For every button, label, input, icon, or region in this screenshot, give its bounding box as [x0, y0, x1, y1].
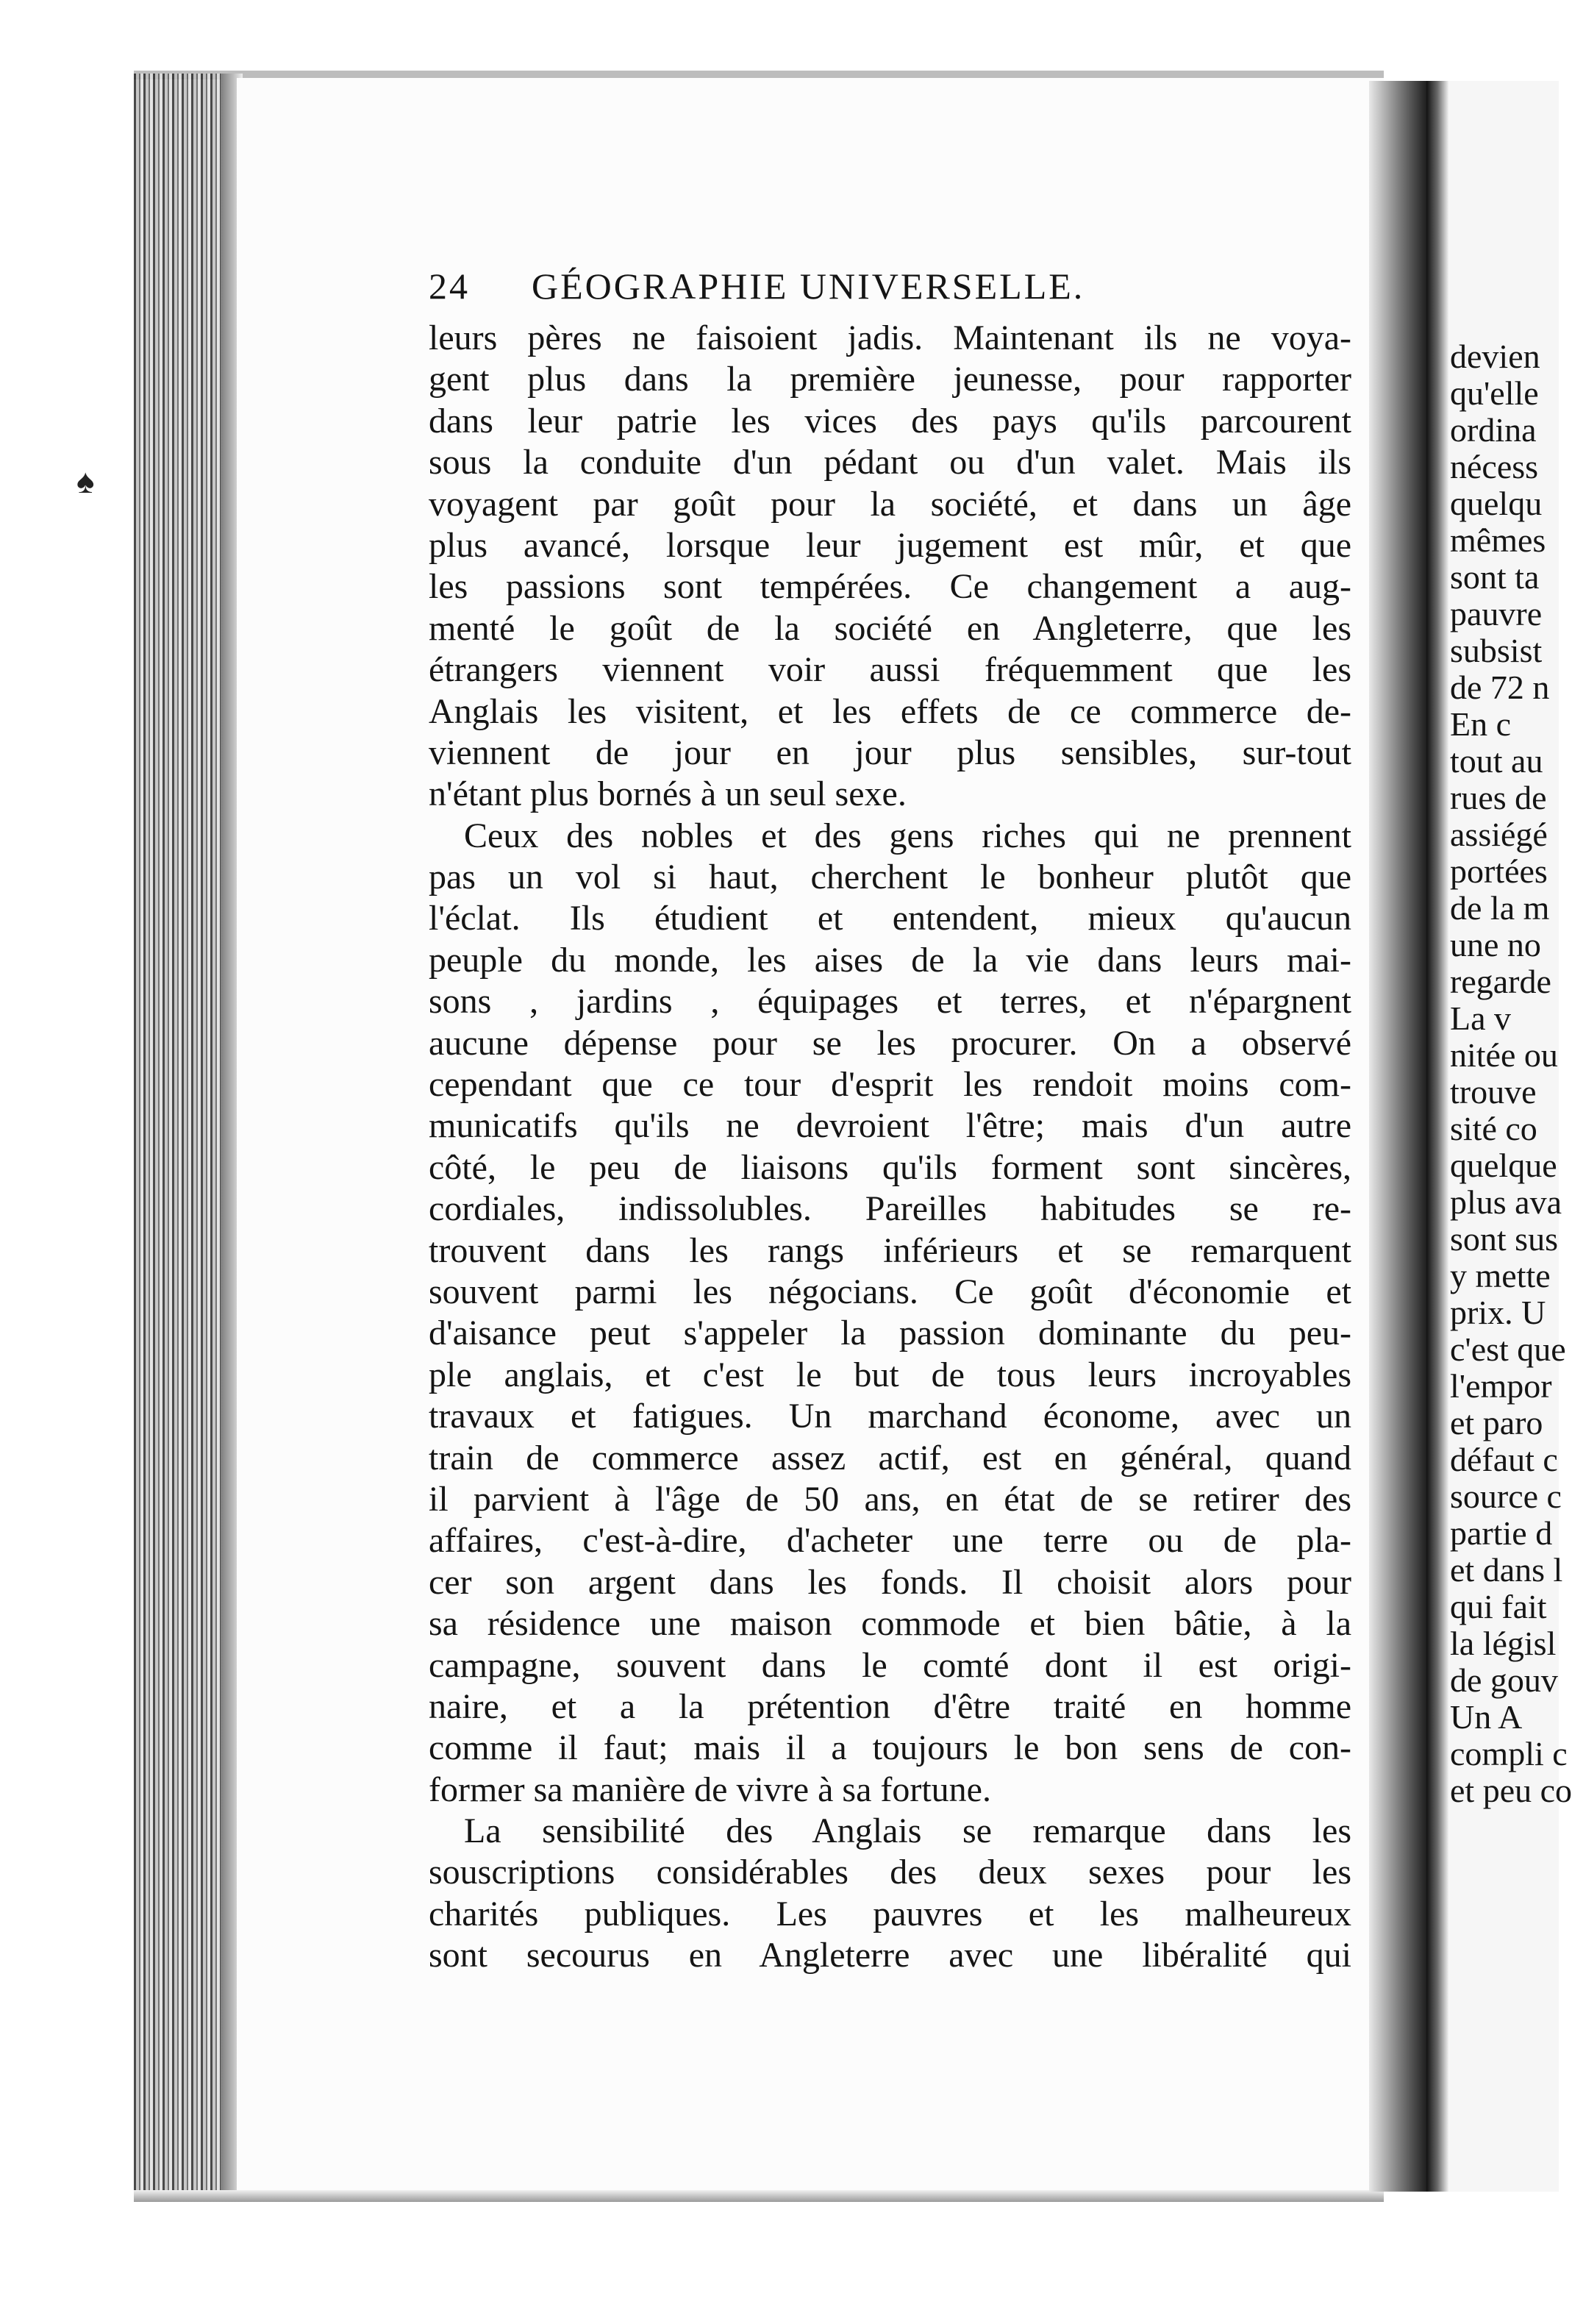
facing-page-line: Un A — [1450, 1698, 1523, 1736]
text-line: menté le goût de la société en Angleterre, que les — [429, 608, 1351, 648]
facing-page-line: sont sus — [1450, 1220, 1558, 1258]
facing-page-line: partie d — [1450, 1514, 1553, 1552]
facing-page-line: et dans l — [1450, 1551, 1563, 1589]
page-edge-stack — [134, 74, 229, 2199]
text-line: sa résidence une maison commode et bien bâtie, à la — [429, 1604, 1351, 1644]
text-line: train de commerce assez actif, est en général, quand — [429, 1438, 1351, 1478]
text-line: n'étant plus bornés à un seul sexe. — [429, 774, 907, 814]
facing-page-line: la législ — [1450, 1625, 1557, 1662]
text-line: côté, le peu de liaisons qu'ils forment sont sincères, — [429, 1147, 1351, 1187]
facing-page-line: trouve — [1450, 1073, 1537, 1111]
facing-page-line: pauvre — [1450, 595, 1543, 632]
facing-page-edge — [1426, 81, 1448, 2192]
facing-page-line: prix. U — [1450, 1294, 1546, 1331]
text-line: aucune dépense pour se les procurer. On a observé — [429, 1023, 1351, 1063]
facing-page-line: plus ava — [1450, 1183, 1562, 1221]
text-line: trouvent dans les rangs inférieurs et se remarquent — [429, 1230, 1351, 1270]
facing-page-line: qu'elle — [1450, 374, 1539, 412]
text-line: d'aisance peut s'appeler la passion dominante du peu- — [429, 1314, 1351, 1353]
text-line: charités publiques. Les pauvres et les malheureux — [429, 1894, 1351, 1933]
text-line: pas un vol si haut, cherchent le bonheur plutôt que — [429, 858, 1351, 897]
facing-page-line: nécess — [1450, 448, 1539, 485]
text-line: Anglais les visitent, et les effets de ce commerce de- — [429, 691, 1351, 731]
running-header — [429, 265, 1362, 307]
text-line: cependant que ce tour d'esprit les rendoit moins com- — [429, 1065, 1351, 1105]
text-line: gent plus dans la première jeunesse, pour rapporter — [429, 360, 1351, 399]
text-line: les passions sont tempérées. Ce changement a aug- — [429, 567, 1351, 607]
text-line: ple anglais, et c'est le but de tous leurs incroyables — [429, 1355, 1351, 1394]
text-line: sons , jardins , équipages et terres, et n'épargnent — [429, 982, 1351, 1022]
facing-page-line: de gouv — [1450, 1661, 1558, 1699]
facing-page-line: sité co — [1450, 1110, 1537, 1147]
text-line: municatifs qu'ils ne devroient l'être; mais d'un autre — [429, 1106, 1351, 1146]
text-line: sont secourus en Angleterre avec une libéralité qui — [429, 1936, 1351, 1975]
text-line: peuple du monde, les aises de la vie dans leurs mai- — [429, 940, 1351, 980]
text-line: former sa manière de vivre à sa fortune. — [429, 1769, 991, 1809]
facing-page-line: l'empor — [1450, 1367, 1552, 1405]
page-number: 24 — [429, 265, 470, 307]
text-line: souvent parmi les négocians. Ce goût d'économie et — [429, 1272, 1351, 1311]
facing-page-line: devien — [1450, 338, 1540, 375]
running-title: GÉOGRAPHIE UNIVERSELLE. — [532, 265, 1085, 307]
facing-page-line: une no — [1450, 926, 1541, 963]
text-line: voyagent par goût pour la société, et dans un âge — [429, 484, 1351, 524]
facing-page-line: En c — [1450, 705, 1512, 743]
book-gutter — [1369, 81, 1428, 2192]
facing-page-line: La v — [1450, 999, 1512, 1037]
text-line: dans leur patrie les vices des pays qu'ils parcourent — [429, 401, 1351, 441]
text-line: étrangers viennent voir aussi fréquemment que les — [429, 650, 1351, 690]
text-line: souscriptions considérables des deux sexes pour les — [429, 1853, 1351, 1892]
text-line: plus avancé, lorsque leur jugement est mûr, et que — [429, 525, 1351, 565]
facing-page-line: ordina — [1450, 411, 1537, 449]
text-line: Ceux des nobles et des gens riches qui ne prennent — [464, 816, 1351, 855]
text-line: sous la conduite d'un pédant ou d'un valet. Mais ils — [429, 443, 1351, 482]
facing-page-line: et peu co — [1450, 1772, 1572, 1809]
facing-page-line: y mette — [1450, 1257, 1551, 1294]
page-bottom-shadow — [134, 2190, 1384, 2202]
facing-page-line: source c — [1450, 1478, 1562, 1515]
facing-page-line: de 72 n — [1450, 669, 1550, 706]
text-line: travaux et fatigues. Un marchand économe, avec un — [429, 1397, 1351, 1436]
text-line: naire, et a la prétention d'être traité en homme — [429, 1686, 1351, 1726]
facing-page-line: rues de — [1450, 779, 1547, 816]
text-line: La sensibilité des Anglais se remarque dans les — [464, 1811, 1351, 1851]
facing-page-line: assiégé — [1450, 816, 1548, 853]
facing-page-line: c'est que — [1450, 1330, 1566, 1368]
facing-page-line: sont ta — [1450, 558, 1540, 596]
body-text — [429, 318, 1351, 1977]
text-line: cer son argent dans les fonds. Il choisit alors pour — [429, 1562, 1351, 1602]
facing-page-line: portées — [1450, 852, 1548, 890]
facing-page-line: et paro — [1450, 1404, 1543, 1441]
facing-page-line: regarde — [1450, 963, 1551, 1000]
text-line: leurs pères ne faisoient jadis. Maintenant ils ne voya- — [429, 318, 1351, 357]
facing-page-line: compli c — [1450, 1735, 1568, 1772]
text-line: cordiales, indissolubles. Pareilles habitudes se re- — [429, 1189, 1351, 1229]
text-line: comme il faut; mais il a toujours le bon sens de con- — [429, 1728, 1351, 1768]
text-line: viennent de jour en jour plus sensibles, sur-tout — [429, 733, 1351, 772]
facing-page-text — [1450, 338, 1572, 1809]
facing-page-line: nitée ou — [1450, 1036, 1558, 1074]
facing-page-line: subsist — [1450, 632, 1543, 669]
facing-page-line: mêmes — [1450, 521, 1546, 559]
facing-page-line: quelqu — [1450, 485, 1543, 522]
facing-page-line: qui fait — [1450, 1588, 1547, 1625]
text-line: campagne, souvent dans le comté dont il est origi- — [429, 1645, 1351, 1685]
margin-mark-icon: ♠ — [76, 463, 95, 500]
text-line: l'éclat. Ils étudient et entendent, mieux qu'aucun — [429, 899, 1351, 938]
facing-page-line: quelque — [1450, 1147, 1557, 1184]
text-line: affaires, c'est-à-dire, d'acheter une terre ou de pla- — [429, 1521, 1351, 1561]
facing-page-line: défaut c — [1450, 1441, 1558, 1478]
text-line: il parvient à l'âge de 50 ans, en état de se retirer des — [429, 1479, 1351, 1519]
facing-page-line: de la m — [1450, 889, 1550, 927]
facing-page-line: tout au — [1450, 742, 1543, 780]
